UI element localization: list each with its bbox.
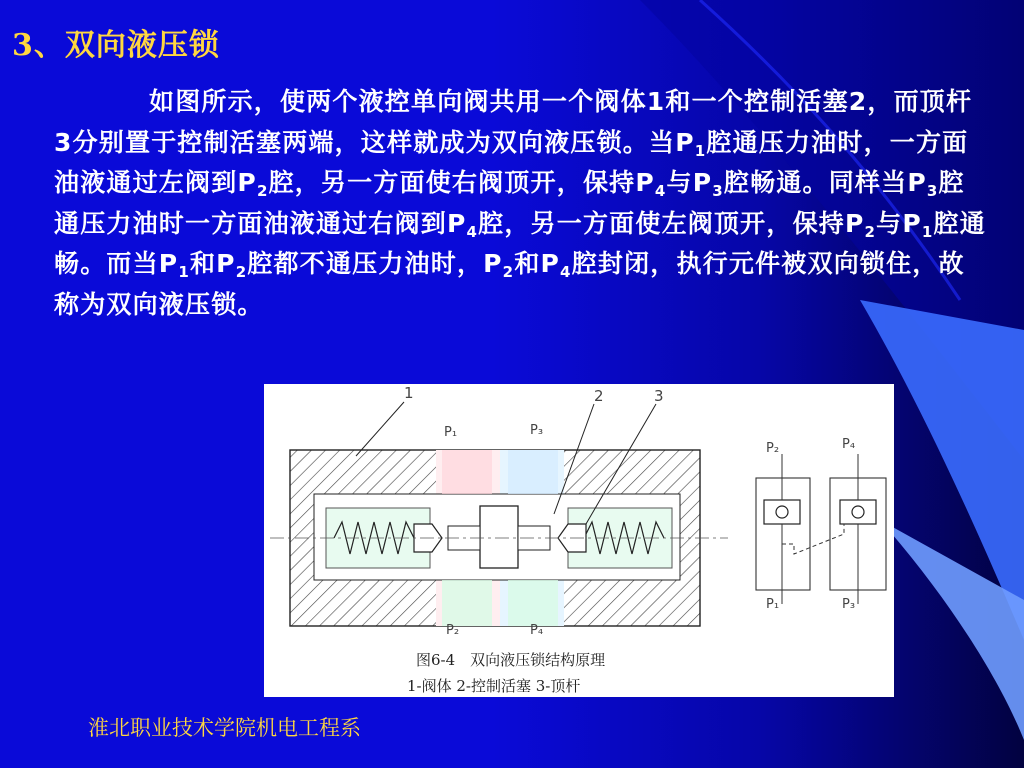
paragraph-text [54, 82, 986, 325]
subscript: 1 [178, 263, 190, 281]
port-p2: P₂ [446, 623, 460, 638]
text-run: 和P [189, 249, 236, 278]
subscript: 4 [654, 182, 667, 200]
subscript: 4 [560, 263, 572, 281]
text-run: 腔封闭，执行元件被双向锁住，故称为双向液压锁。 [54, 249, 965, 319]
text-run: 腔通畅。而当P [54, 208, 986, 278]
callout-3: 3 [654, 387, 664, 405]
subscript: 2 [235, 263, 248, 281]
text-run: 和P [514, 249, 561, 278]
callout-2: 2 [594, 387, 604, 405]
subscript: 1 [921, 222, 934, 241]
slide-title: 3、双向液压锁 [12, 28, 220, 63]
subscript: 3 [712, 182, 724, 200]
port-p1: P₁ [444, 425, 458, 440]
text-run: 腔都不通压力油时，P [247, 249, 503, 278]
figure-legend: 1-阀体 2-控制活塞 3-顶杆 [407, 677, 581, 695]
figure-panel [264, 384, 894, 697]
port-p3: P₃ [530, 423, 544, 438]
symbol-port-p4: P₄ [842, 437, 856, 452]
figure-caption: 图6-4 双向液压锁结构原理 [416, 651, 606, 669]
subscript: 2 [502, 263, 515, 281]
text-run: 与P [876, 208, 922, 238]
text-run: 与P [666, 168, 713, 197]
subscript: 2 [864, 222, 877, 241]
subscript: 3 [926, 182, 939, 200]
symbol-port-p3: P₃ [842, 597, 856, 612]
footer-institution: 淮北职业技术学院机电工程系 [88, 716, 361, 740]
port-p4: P₄ [530, 623, 544, 638]
control-piston [480, 506, 518, 568]
hydraulic-lock-symbol [756, 437, 886, 612]
symbol-port-p2: P₂ [766, 441, 780, 456]
subscript: 1 [694, 141, 707, 160]
body-paragraph [54, 82, 986, 325]
subscript: 4 [466, 222, 479, 241]
text-run: 腔，另一方面使右阀顶开，保持P [268, 168, 655, 197]
text-run: 腔通压力油时，一方面油液通过左阀到P [54, 127, 969, 197]
callout-1: 1 [404, 384, 414, 402]
text-run: 腔通压力油时一方面油液通过右阀到P [54, 168, 965, 238]
text-run: 腔，另一方面使左阀顶开，保持P [478, 208, 865, 238]
symbol-port-p1: P₁ [766, 597, 780, 612]
text-run: 如图所示，使两个液控单向阀共用一个阀体1和一个控制活塞2，而顶杆3分别置于控制活塞两端，这样就成为双向液压锁。当P [54, 87, 973, 157]
subscript: 2 [256, 182, 269, 200]
text-run: 腔畅通。同样当P [723, 168, 927, 197]
